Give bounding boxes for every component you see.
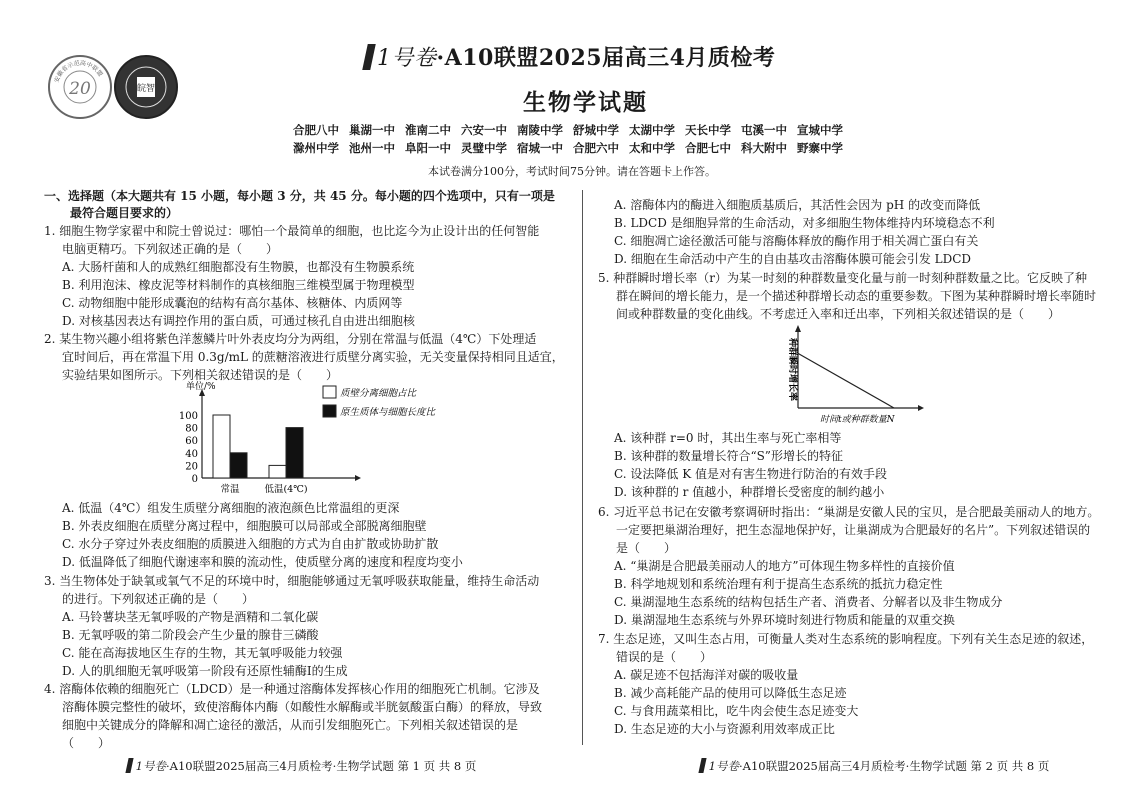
brand-mark-icon (362, 44, 376, 70)
q2-option-b[interactable]: B. 外表皮细胞在质壁分离过程中，细胞膜可以局部或全部脱离细胞壁 (62, 519, 427, 533)
x-tick-label: 常温 (220, 484, 240, 495)
legend-swatch (323, 405, 336, 417)
y-tick-label: 80 (185, 423, 198, 435)
q2-option-d[interactable]: D. 低温降低了细胞代谢速率和膜的流动性，使质壁分离的速度和程度均变小 (62, 555, 463, 569)
q6-stem-line: 一定要把巢湖治理好，把生态湿地保护好，让巢湖成为合肥最好的名片”。下列叙述错误的 (616, 523, 1091, 537)
q4-option-b[interactable]: B. LDCD 是细胞异常的生命活动，对多细胞生物体维持内环境稳态不利 (614, 216, 995, 230)
q5-option-d[interactable]: D. 该种群的 r 值越小，种群增长受密度的制约越小 (614, 485, 885, 499)
q5-option-a[interactable]: A. 该种群 r=0 时，其出生率与死亡率相等 (614, 431, 842, 445)
q3-option-c[interactable]: C. 能在高海拔地区生存的生物，其无氧呼吸能力较强 (62, 646, 343, 660)
x-axis-arrow (918, 405, 924, 411)
q7-option-a[interactable]: A. 碳足迹不包括海洋对碳的吸收量 (614, 668, 799, 682)
q1-option-a[interactable]: A. 大肠杆菌和人的成熟红细胞都没有生物膜，也都没有生物膜系统 (62, 260, 415, 274)
brand-mark-icon (698, 758, 706, 773)
legend-label: 原生质体与细胞长度比 (340, 407, 436, 418)
q4-stem-line: （ ） (62, 736, 111, 750)
schools-row-2: 滁州中学 池州一中 阜阳一中 灵璧中学 宿城一中 合肥六中 太和中学 合肥七中 科大附中 野寨中学 (293, 141, 844, 155)
q4-option-a[interactable]: A. 溶酶体内的酶进入细胞质基质后，其活性会因为 pH 的改变而降低 (614, 198, 981, 212)
exam-title: 1号卷·A10联盟2025届高三4月质检考 (365, 44, 775, 73)
q2-option-c[interactable]: C. 水分子穿过外表皮细胞的质膜进入细胞的方式为自由扩散或协助扩散 (62, 537, 439, 551)
q2-stem-line: 宜时间后，再在常温下用 0.3g/mL 的蔗糖溶液进行质壁分离实验，无关变量保持相同且适宜， (62, 350, 564, 364)
alliance-logo-text-path: 安徽省示范高中联盟 (53, 59, 104, 84)
section-heading: 一、选择题（本大题共有 15 小题，每小题 3 分，共 45 分。每小题的四个选项中，只有一项是 (44, 189, 555, 203)
bar-protoplast-ratio (286, 428, 303, 478)
q7-option-b[interactable]: B. 减少高耗能产品的使用可以降低生态足迹 (614, 686, 847, 700)
q4-stem-line: 细胞中关键成分的降解和凋亡途径的激活，从而引发细胞死亡。下列相关叙述错误的是 (62, 718, 519, 732)
alliance-logo (48, 55, 112, 119)
y-tick-label: 20 (185, 461, 198, 473)
footer-page-2: 1号卷·A10联盟2025届高三4月质检考·生物学试题 第 2 页 共 8 页 (700, 758, 1049, 774)
q3-option-b[interactable]: B. 无氧呼吸的第二阶段会产生少量的腺苷三磷酸 (62, 628, 319, 642)
x-axis-label: 时间t或种群数量N (820, 415, 895, 425)
q6-option-d[interactable]: D. 巢湖湿地生态系统与外界环境时刻进行物质和能量的双重交换 (614, 613, 955, 627)
section-heading-cont: 最符合题目要求的） (70, 206, 179, 220)
bar-plasmolysis-ratio (213, 415, 230, 478)
q2-stem-line: 实验结果如图所示。下列相关叙述错误的是（ ） (62, 368, 339, 382)
bar-plasmolysis-ratio (269, 465, 286, 478)
q4-option-c[interactable]: C. 细胞凋亡途径激活可能与溶酶体释放的酶作用于相关凋亡蛋白有关 (614, 234, 979, 248)
x-tick-label: 低温(4℃) (264, 484, 308, 495)
q5-stem-line: 群在瞬间的增长能力，是一个描述种群增长动态的重要参数。下图为某种群瞬时增长率随时 (616, 289, 1097, 303)
q6-stem-line: 6. 习近平总书记在安徽考察调研时指出：“巢湖是安徽人民的宝贝，是合肥最美丽动人的地方。 (598, 505, 1100, 519)
q7-option-d[interactable]: D. 生态足迹的大小与资源利用效率成正比 (614, 722, 835, 736)
x-axis-arrow (355, 475, 361, 481)
q5-stem-line: 5. 种群瞬时增长率（r）为某一时刻的种群数量变化量与前一时刻种群数量之比。它反映了种 (598, 271, 1088, 285)
q5-option-b[interactable]: B. 该种群的数量增长符合“S”形增长的特征 (614, 449, 843, 463)
q6-stem-line: 是（ ） (616, 541, 677, 555)
q4-stem-line: 溶酶体膜完整性的破坏，致使溶酶体内酶（如酸性水解酶或半胱氨酸蛋白酶）的释放，导致 (62, 700, 543, 714)
q1-option-c[interactable]: C. 动物细胞中能形成囊泡的结构有高尔基体、核糖体、内质网等 (62, 296, 403, 310)
legend-swatch (323, 386, 336, 398)
y-axis-label: 单位/% (186, 382, 216, 392)
q3-option-d[interactable]: D. 人的肌细胞无氧呼吸第一阶段有还原性辅酶Ⅰ的生成 (62, 664, 348, 678)
q7-option-c[interactable]: C. 与食用蔬菜相比，吃牛肉会使生态足迹变大 (614, 704, 859, 718)
q1-stem-line: 电脑更精巧。下列叙述正确的是（ ） (62, 242, 279, 256)
svg-text:20: 20 (69, 79, 91, 99)
y-tick-label: 40 (185, 448, 198, 460)
q3-option-a[interactable]: A. 马铃薯块茎无氧呼吸的产物是酒精和二氧化碳 (62, 610, 319, 624)
wanzhi-education-logo (114, 55, 178, 119)
q3-stem-line: 3. 当生物体处于缺氧或氧气不足的环境中时，细胞能够通过无氧呼吸获取能量，维持生命活动 (44, 574, 540, 588)
q1-option-d[interactable]: D. 对核基因表达有调控作用的蛋白质，可通过核孔自由进出细胞核 (62, 314, 415, 328)
q4-stem-line: 4. 溶酶体依赖的细胞死亡（LDCD）是一种通过溶酶体发挥核心作用的细胞死亡机制。它涉及 (44, 682, 540, 696)
line-chart (760, 324, 940, 426)
y-axis-label: 种群瞬时增长率 (787, 338, 797, 402)
y-tick-label: 100 (178, 411, 198, 422)
legend-label: 质壁分离细胞占比 (340, 388, 417, 399)
q3-stem-line: 的进行。下列叙述正确的是（ ） (62, 592, 255, 606)
y-tick-label: 60 (185, 436, 198, 448)
schools-row-1: 合肥八中 巢湖一中 淮南二中 六安一中 南陵中学 舒城中学 太湖中学 天长中学 屯溪一中 宣城中学 (293, 123, 844, 137)
bar-protoplast-ratio (230, 453, 247, 478)
q7-stem-line: 7. 生态足迹，又叫生态占用，可衡量人类对生态系统的影响程度。下列有关生态足迹的叙述， (598, 632, 1094, 646)
y-axis-arrow (795, 325, 801, 332)
q6-option-c[interactable]: C. 巢湖湿地生态系统的结构包括生产者、消费者、分解者以及非生物成分 (614, 595, 1003, 609)
q6-option-b[interactable]: B. 科学地规划和系统治理有利于提高生态系统的抵抗力稳定性 (614, 577, 943, 591)
q6-option-a[interactable]: A. “巢湖是合肥最美丽动人的地方”可体现生物多样性的直接价值 (614, 559, 955, 573)
exam-note: 本试卷满分100分，考试时间75分钟。请在答题卡上作答。 (428, 165, 716, 178)
footer-page-1: 1号卷·A10联盟2025届高三4月质检考·生物学试题 第 1 页 共 8 页 (127, 758, 476, 774)
growth-rate-line (798, 353, 894, 408)
q2-option-a[interactable]: A. 低温（4℃）组发生质壁分离细胞的液泡颜色比常温组的更深 (62, 501, 400, 515)
brand-mark-icon (125, 758, 133, 773)
wanzhi-logo-text: 皖智 (136, 84, 156, 94)
q1-stem-line: 1. 细胞生物学家翟中和院士曾说过：哪怕一个最简单的细胞，也比迄今为止设计出的任何智能 (44, 224, 540, 238)
exam-subtitle: 生物学试题 (523, 89, 648, 116)
bar-chart (150, 380, 480, 498)
q5-option-c[interactable]: C. 设法降低 K 值是对有害生物进行防治的有效手段 (614, 467, 887, 481)
column-divider (582, 190, 583, 745)
y-tick-label: 0 (191, 474, 198, 485)
q5-stem-line: 间或种群数量的变化曲线。不考虑迁入率和迁出率，下列相关叙述错误的是（ ） (616, 307, 1061, 321)
q1-option-b[interactable]: B. 利用泡沫、橡皮泥等材料制作的真核细胞三维模型属于物理模型 (62, 278, 415, 292)
q2-stem-line: 2. 某生物兴趣小组将紫色洋葱鳞片叶外表皮均分为两组，分别在常温与低温（4℃）下处理适 (44, 332, 537, 346)
q7-stem-line: 错误的是（ ） (616, 650, 713, 664)
q4-option-d[interactable]: D. 细胞在生命活动中产生的自由基攻击溶酶体膜可能会引发 LDCD (614, 252, 972, 266)
